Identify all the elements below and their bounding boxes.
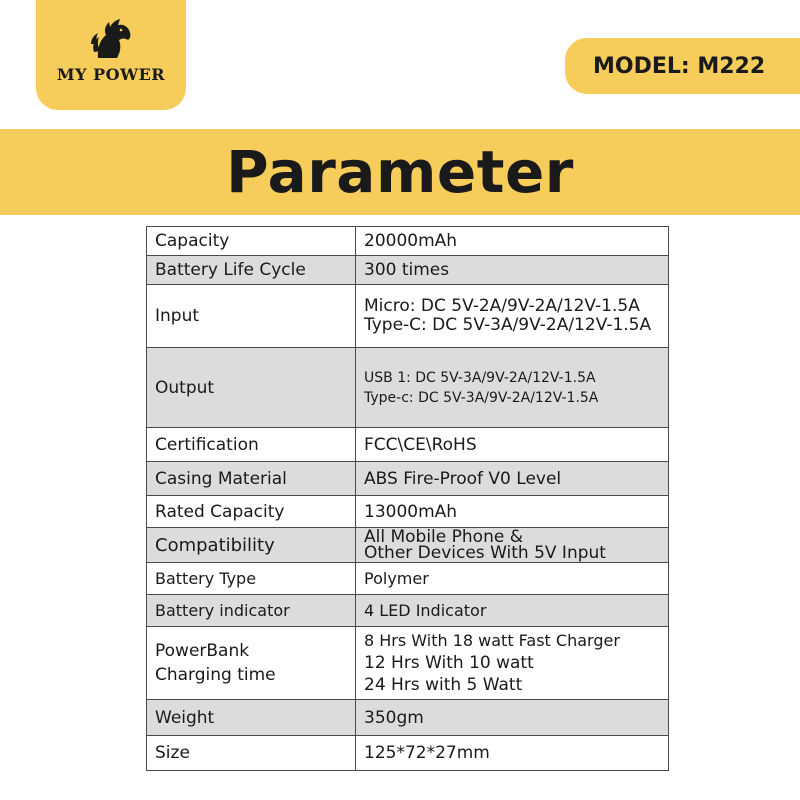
table-row	[147, 348, 669, 428]
spec-value: 350gm	[356, 700, 669, 736]
spec-value-line: All Mobile Phone &	[364, 527, 523, 547]
spec-value: 300 times	[356, 256, 669, 285]
spec-value: Polymer	[356, 563, 669, 595]
spec-key: Certification	[147, 428, 356, 462]
spec-key: Battery Type	[147, 563, 356, 595]
spec-value-line: Type-c: DC 5V-3A/9V-2A/12V-1.5A	[364, 389, 599, 406]
spec-value	[356, 528, 669, 563]
spec-key: Rated Capacity	[147, 496, 356, 528]
horse-head-icon	[88, 18, 134, 60]
table-row	[147, 627, 669, 700]
table-row	[147, 700, 669, 736]
spec-value: FCC\CE\RoHS	[356, 428, 669, 462]
spec-value-line: 24 Hrs with 5 Watt	[364, 675, 523, 695]
spec-value	[356, 627, 669, 700]
spec-value	[356, 285, 669, 348]
brand-name: MY POWER	[56, 65, 166, 84]
spec-value-line: USB 1: DC 5V-3A/9V-2A/12V-1.5A	[364, 369, 596, 386]
spec-value-line: Type-C: DC 5V-3A/9V-2A/12V-1.5A	[364, 315, 652, 335]
spec-key: Casing Material	[147, 462, 356, 496]
spec-value-line: Micro: DC 5V-2A/9V-2A/12V-1.5A	[364, 296, 640, 316]
spec-key: Battery indicator	[147, 595, 356, 627]
table-row	[147, 595, 669, 627]
table-row	[147, 496, 669, 528]
table-row	[147, 227, 669, 256]
spec-value-line: Other Devices With 5V Input	[364, 543, 606, 563]
spec-value: 20000mAh	[356, 227, 669, 256]
table-row	[147, 736, 669, 771]
spec-table	[146, 226, 669, 771]
spec-key-line: PowerBank	[155, 641, 250, 661]
table-row	[147, 285, 669, 348]
spec-key: Input	[147, 285, 356, 348]
spec-key: Size	[147, 736, 356, 771]
spec-key: Capacity	[147, 227, 356, 256]
spec-key: Compatibility	[147, 528, 356, 563]
spec-key: Battery Life Cycle	[147, 256, 356, 285]
spec-value: 13000mAh	[356, 496, 669, 528]
spec-key-line: Charging time	[155, 665, 276, 685]
title-banner	[0, 129, 800, 215]
spec-value-line: 8 Hrs With 18 watt Fast Charger	[364, 631, 620, 650]
spec-key: Output	[147, 348, 356, 428]
spec-key: Weight	[147, 700, 356, 736]
table-row	[147, 462, 669, 496]
spec-value	[356, 348, 669, 428]
brand-logo	[36, 0, 186, 110]
table-row	[147, 256, 669, 285]
spec-key	[147, 627, 356, 700]
model-label: MODEL: M222	[593, 53, 766, 79]
spec-value: 125*72*27mm	[356, 736, 669, 771]
spec-value: ABS Fire-Proof V0 Level	[356, 462, 669, 496]
table-row	[147, 528, 669, 563]
table-row	[147, 428, 669, 462]
spec-value-line: 12 Hrs With 10 watt	[364, 653, 534, 673]
spec-value: 4 LED Indicator	[356, 595, 669, 627]
page-title: Parameter	[226, 138, 574, 206]
table-row	[147, 563, 669, 595]
model-badge	[565, 38, 800, 94]
